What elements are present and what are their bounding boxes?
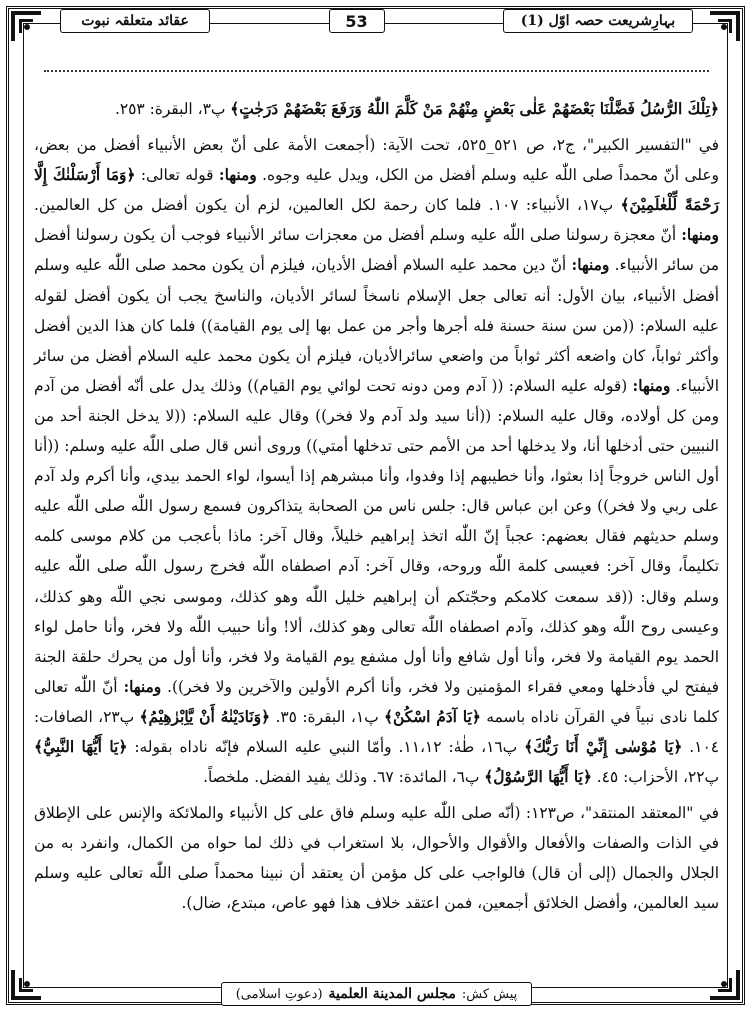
emphasis-text: ﴿يَا أَيُّهَا الرَّسُوْلُ﴾ [484,768,592,787]
emphasis-text: ومنها: [681,226,719,245]
emphasis-text: ﴿يَا آدَمُ اسْكُنْ﴾ [384,707,481,726]
body-text: في "المعتقد المنتقد"، ص١٢٣: (أنّه صلى اللّٰه عليه وسلم فاق على كل الأنبياء والملائكة والإنس على الإطلاق في الذات والصفات والأفعال والأقوال والأحوال، بلا استغراب في ذلك لما حواه من الكمال، وانفرد به من الجلال والجمال (إلى أن قال) فالواجب على كل مؤمن أن يعتقد أن نبينا محمداً صلى اللّٰه تعالى عليه وسلم سيد العالمين، وأفضل الخلائق أجمعين، فمن اعتقد خلاف هذا فهو عاص، مبتدع، ضال). [34,804,720,913]
emphasis-text: ﴿تِلْكَ الرُّسُلُ فَضَّلْنَا بَعْضَهُمْ عَلٰى بَعْضٍ مِنْهُمْ مَنْ كَلَّمَ اللّٰهُ وَرَفَعَ بَعْضَهُمْ دَرَجٰتٍ﴾ [230,100,719,118]
corner-ornament [708,9,742,43]
book-title: بہارِشریعت حصہ اوّل (1) [503,9,693,33]
body-text: أنّ معجزة رسولنا صلى اللّٰه عليه وسلم أفضل من معجزات سائر الأنبياء فوجب أن يكون رسولنا أفضل من سائر الأنبياء. [34,226,719,275]
body-text: أنّ دين محمد عليه السلام أفضل الأديان، فيلزم أن يكون محمد صلى اللّٰه عليه وسلم أفضل الأنبياء، بيان الأول: أنه تعالى جعل الإسلام ناسخاً لسائر الأديان، والناسخ يجب أن يكون أفضل لقوله عليه السلام: ((من سن سنة حسنة فله أجرها وأجر من عمل بها إلى يوم القيامة)) فلما كان هذا الدين أفضل وأكثر ثواباً، كان واضعه أكثر ثواباً من واضعي سائرالأديان، فيلزم أن يكون محمد عليه السلام أفضل من سائر الأنبياء. [34,256,719,395]
body-text: في "التفسير الكبير"، ج٢، ص ٥٢١_٥٢٥، تحت الآية: (أجمعت الأمة على أنّ بعض الأنبياء أفضل من بعض، وعلى أنّ محمداً صلى اللّٰه عليه وسلم أفضل من الكل، ويدل عليه وجوه. [34,136,719,185]
page-footer [0,981,753,1007]
paragraph-mutaqad [34,798,719,918]
body-text: (قوله عليه السلام: (( آدم ومن دونه تحت لوائي يوم القيام)) وذلك يدل على أنّه أفضل من آدم ومن كل أولاده، وقال عليه السلام: ((أنا سيد ولد آدم ولا فخر)) وقال عليه السلام: ((لا يدخل الجنة أحد من النبيين حتى أدخلها أنا، ولا يدخلها أحد من الأمم حتى تدخلها أمتي)) وروى أنس قال صلى اللّٰه عليه وسلم: ((أنا أول الناس خروجاً إذا بعثوا، وأنا خطيبهم إذا وفدوا، وأنا مبشرهم إذا أيسوا، لواء الحمد بيدي، وأنا أكرم ولد آدم على ربي ولا فخر)) وعن ابن عباس قال: جلس ناس من الصحابة يتذاكرون فسمع رسول اللّٰه صلى اللّٰه عليه وسلم حديثهم فقال بعضهم: عجباً إنّ اللّٰه اتخذ إبراهيم خليلاً، وقال آخر: ماذا بأعجب من كلام موسى كلمه تكليماً، وقال آخر: فعيسى كلمة اللّٰه وروحه، وقال آخر: آدم اصطفاه اللّٰه فخرج رسول اللّٰه صلى اللّٰه عليه وسلم وقال: ((قد سمعت كلامكم وحجّتكم أن إبراهيم خليل اللّٰه وهو كذلك، وموسى نجي اللّٰه وهو كذلك، وعيسى روح اللّٰه وهو كذلك، وآدم اصطفاه اللّٰه تعالى وهو كذلك، ألا! وأنا حبيب اللّٰه ولا فخر، وأنا حامل لواء الحمد يوم القيامة ولا فخر، وأنا أول شافع وأنا أول مشفع يوم القيامة ولا فخر، وأنا أول من يحرك حلقة الجنة فيفتح لي فأدخلها ومعي فقراء المؤمنين ولا فخر، وأنا أكرم الأولين والآخرين ولا فخر)). [34,376,719,696]
body-text: پ١٦، طٰهٰ: ١١،١٢. وأمّا النبي عليه السلام فإنّه ناداه بقوله: [127,737,525,756]
body-text: پ٦، المائدة: ٦٧. وذلك يفيد الفضل. ملخصاً. [203,768,485,787]
publisher-sub: (دعوتِ اسلامی) [235,986,323,1002]
body-text: أنّ اللّٰه تعالى كلما نادى نبياً في القرآن ناداه باسمه [34,677,719,726]
footer-label: پیش کش: [461,986,518,1002]
emphasis-text: ﴿يَا أَيُّهَا النَّبِيُّ﴾ [34,737,128,756]
chapter-title: عقائد متعلقہ نبوت [60,9,210,33]
dotted-separator [44,70,709,72]
body-text: پ٢٣، الصافات: ١٠٤. [34,707,719,756]
paragraph-ayah [34,94,719,124]
main-text [34,94,719,965]
emphasis-text: ﴿يَا مُوْسٰى إِنِّيْ أَنَا رَبُّكَ﴾ [524,737,683,756]
page-header [60,6,693,36]
corner-ornament [9,9,43,43]
emphasis-text: ﴿وَنَادَيْنٰهُ أَنْ يَّاِبْرٰهِيْمُ﴾ [139,707,271,726]
emphasis-text: ومنها: [571,256,610,275]
emphasis-text: ومنها: [123,677,162,696]
paragraph-tafsir [34,130,719,792]
publisher-name: مجلس المدینة العلمیة [328,986,456,1002]
body-text: پ١، البقرة: ٣٥. [270,707,384,726]
body-text: پ١٧، الأنبياء: ١٠٧. فلما كان رحمة لكل العالمين، لزم أن يكون أفضل من كل العالمين. [34,196,621,215]
page-number: 53 [329,9,385,33]
body-text: قوله تعالى: [135,166,219,185]
body-text: پ٣، البقرة: ٢٥٣. [114,100,231,118]
body-text: پ٢٢، الأحزاب: ٤٥. [591,768,719,787]
publisher-box [221,982,533,1006]
emphasis-text: ﴿وَمَا أَرْسَلْنٰكَ إِلَّا رَحْمَةً لِّلْعٰلَمِيْنَ﴾ [34,166,719,215]
emphasis-text: ومنها: [218,166,257,185]
emphasis-text: ومنها: [632,376,671,395]
